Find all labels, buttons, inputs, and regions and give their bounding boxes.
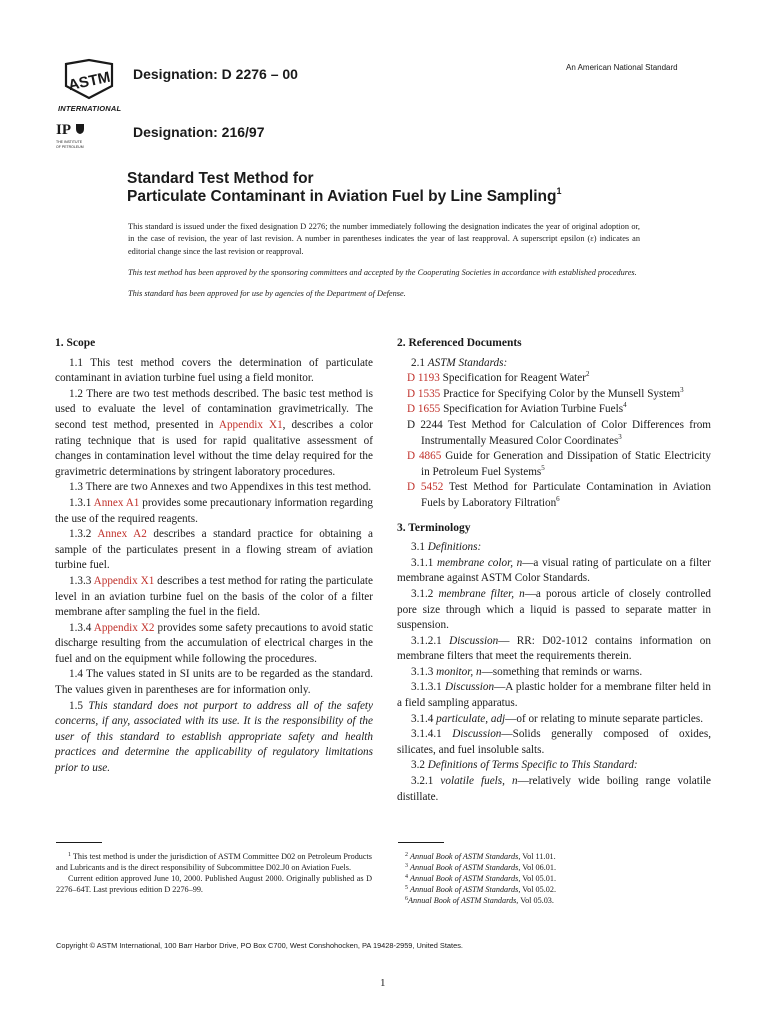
- left-column: [55, 336, 373, 777]
- footnote-4: $^4$ Annual Book of ASTM Standards, Vol 05.01.: [405, 874, 556, 883]
- footnote-3: $^3$ Annual Book of ASTM Standards, Vol 06.01.: [405, 863, 556, 872]
- intro-dod-note: This standard has been approved for use by agencies of the Department of Defense.: [128, 289, 406, 299]
- footnote-2: $^2$ Annual Book of ASTM Standards, Vol 11.01.: [405, 852, 556, 861]
- link-d5452[interactable]: D 5452: [407, 481, 444, 494]
- footnote-1-edition: Current edition approved June 10, 2000. Published August 2000. Originally published as D 2276–64T. Last previous edition D 2276–99.: [56, 874, 372, 894]
- scope-1-3: 1.3 There are two Annexes and two Appendixes in this test method.: [69, 481, 372, 494]
- section-heading-terminology: 3. Terminology: [397, 521, 471, 534]
- link-d1655[interactable]: D 1655: [407, 403, 441, 416]
- term-3-1-3: 3.1.3 monitor, n—something that reminds or warns.: [411, 665, 643, 678]
- footnote-6: $^6$Annual Book of ASTM Standards, Vol 05.03.: [405, 896, 554, 905]
- ref-item-d1655: D 1655 Specification for Aviation Turbine Fuels$^4$: [407, 401, 627, 416]
- intro-issue-note: This standard is issued under the fixed designation D 2276; the number immediately following the designation indicates the year of original adoption or, in the case of revision, the year of last revision. A number in parentheses indicates the year of last reapproval. A superscript epsilon (ε) indicates an editorial change since the last revision or reapproval.: [128, 222, 640, 256]
- designation-astm: Designation: D 2276 – 00: [133, 66, 298, 82]
- footnotes-right: [405, 851, 705, 906]
- link-appendix-x1-b[interactable]: Appendix X1: [93, 574, 155, 587]
- term-3-1-2: 3.1.2 membrane filter, n—a porous article of closely controlled pore size through which a liquid is passed to separate matter in suspension.: [397, 587, 712, 632]
- footnotes-left: [56, 851, 372, 895]
- copyright-line: Copyright © ASTM International, 100 Barr Harbor Drive, PO Box C700, West Conshohocken, PA 19428-2959, United States.: [56, 941, 463, 950]
- term-3-1-4: 3.1.4 particulate, adj—of or relating to minute separate particles.: [411, 712, 704, 725]
- footnote-1: $^1$ This test method is under the jurisdiction of ASTM Committee D02 on Petroleum Products and Lubricants and is the direct responsibility of Subcommittee D02.J0 on Aviation Fuels.: [56, 852, 372, 872]
- term-3-2: 3.2 Definitions of Terms Specific to This Standard:: [411, 759, 638, 772]
- section-heading-scope: 1. Scope: [55, 337, 96, 349]
- footnote-5: $^5$ Annual Book of ASTM Standards, Vol 05.02.: [405, 885, 556, 894]
- scope-1-1: 1.1 This test method covers the determination of particulate contaminant in aviation turbine fuel using a field monitor.: [55, 356, 373, 385]
- footnote-divider-left: [56, 842, 102, 843]
- title-footnote-mark: 1: [556, 186, 562, 196]
- ref-item-d4865: D 4865 Guide for Generation and Dissipation of Static Electricity in Petroleum Fuel Systems$^5$: [407, 450, 711, 478]
- term-3-1-1: 3.1.1 membrane color, n—a visual rating of particulate on a filter membrane against ASTM Color Standards.: [397, 556, 711, 585]
- scope-1-5: 1.5 This standard does not purport to address all of the safety concerns, if any, associated with its use. It is the responsibility of the user of this standard to establish appropriate safety and health practices and determine the applicability of regulatory limitations prior to use.: [55, 699, 374, 775]
- link-d1193[interactable]: D 1193: [407, 372, 440, 385]
- astm-logo-text: INTERNATIONAL: [58, 104, 122, 113]
- page-number: 1: [380, 977, 386, 989]
- title-line-1: Standard Test Method for: [127, 170, 314, 187]
- referenced-2-1: 2.1 ASTM Standards:: [411, 356, 508, 369]
- section-heading-referenced: 2. Referenced Documents: [397, 337, 522, 349]
- link-annex-a2[interactable]: Annex A2: [97, 528, 147, 541]
- scope-1-3-3: 1.3.3 Appendix X1 describes a test method for rating the particulate level in an aviation turbine fuel on the basis of the color of a filter membrane after sampling the fuel in the field.: [55, 574, 373, 619]
- term-3-2-1: 3.2.1 volatile fuels, n—relatively wide boiling range volatile distillate.: [397, 775, 712, 803]
- ref-item-d5452: D 5452 Test Method for Particulate Contamination in Aviation Fuels by Laboratory Filtration$^6$: [407, 481, 711, 509]
- link-d4865[interactable]: D 4865: [407, 450, 442, 463]
- referenced-list: [397, 371, 711, 511]
- astm-logo: [54, 56, 124, 116]
- term-3-1-3-1: 3.1.3.1 Discussion—A plastic holder for a membrane filter held in a field sampling apparatus.: [397, 681, 711, 710]
- scope-1-3-4: 1.3.4 Appendix X2 provides some safety precautions to avoid static discharge resulting from the accumulation of electrical charges in the fuel and on the equipment while following the procedures.: [55, 621, 373, 665]
- shield-icon: [75, 123, 85, 135]
- intro-approval-note: This test method has been approved by the sponsoring committees and accepted by the Cooperating Societies in accordance with established procedures.: [128, 267, 637, 277]
- ip-logo-subtext: THE INSTITUTE OF PETROLEUM: [56, 140, 84, 149]
- footnote-divider-right: [398, 842, 444, 843]
- ref-item-d1535: D 1535 Practice for Specifying Color by the Munsell System$^3$: [407, 385, 684, 400]
- ip-logo-text: IP: [56, 122, 71, 138]
- scope-1-4: 1.4 The values stated in SI units are to be regarded as the standard. The values given in parentheses are for information only.: [55, 668, 373, 697]
- title-line-2: Particulate Contaminant in Aviation Fuel by Line Sampling$^1$: [127, 186, 562, 205]
- term-3-1-4-1: 3.1.4.1 Discussion—Solids generally composed of oxides, silicates, and fuel insoluble salts.: [397, 728, 711, 756]
- page-title: [127, 170, 561, 206]
- term-3-1: 3.1 Definitions:: [411, 541, 482, 554]
- link-appendix-x2[interactable]: Appendix X2: [93, 621, 155, 634]
- link-d1535[interactable]: D 1535: [407, 387, 441, 400]
- ref-code-d2244: D 2244: [407, 418, 443, 431]
- ref-item-d1193: D 1193 Specification for Reagent Water$^2$: [407, 370, 590, 385]
- scope-1-3-1: 1.3.1 Annex A1 provides some precautionary information regarding the use of the required reagents.: [55, 496, 373, 525]
- link-appendix-x1[interactable]: Appendix X1: [218, 418, 283, 431]
- scope-1-3-2: 1.3.2 Annex A2 describes a standard practice for obtaining a sample of the particulates present in a flowing stream of aviation turbine fuel.: [55, 528, 373, 572]
- ref-item-d2244: D 2244 Test Method for Calculation of Color Differences from Instrumentally Measured Color Coordinates$^3$: [407, 418, 711, 447]
- national-standard-label: An American National Standard: [566, 63, 678, 72]
- intro-block: [128, 221, 640, 300]
- scope-1-2: 1.2 There are two test methods described. The basic test method is used to evaluate the level of contamination gravimetrically. The second test method, presented in Appendix X1, describes a color rating technique that is used for rapid qualitative assessment of changes in contamination level without the time delay required for the gravimetric determinations by stringent laboratory procedures.: [55, 387, 374, 478]
- link-annex-a1[interactable]: Annex A1: [93, 496, 140, 509]
- ip-logo: [56, 121, 86, 149]
- term-3-1-2-1: 3.1.2.1 Discussion— RR: D02-1012 contains information on membrane filters that meet the requirements therein.: [397, 634, 711, 663]
- designation-ip: Designation: 216/97: [133, 124, 265, 140]
- right-column: [397, 336, 711, 805]
- svg-text:ASTM: ASTM: [66, 68, 112, 95]
